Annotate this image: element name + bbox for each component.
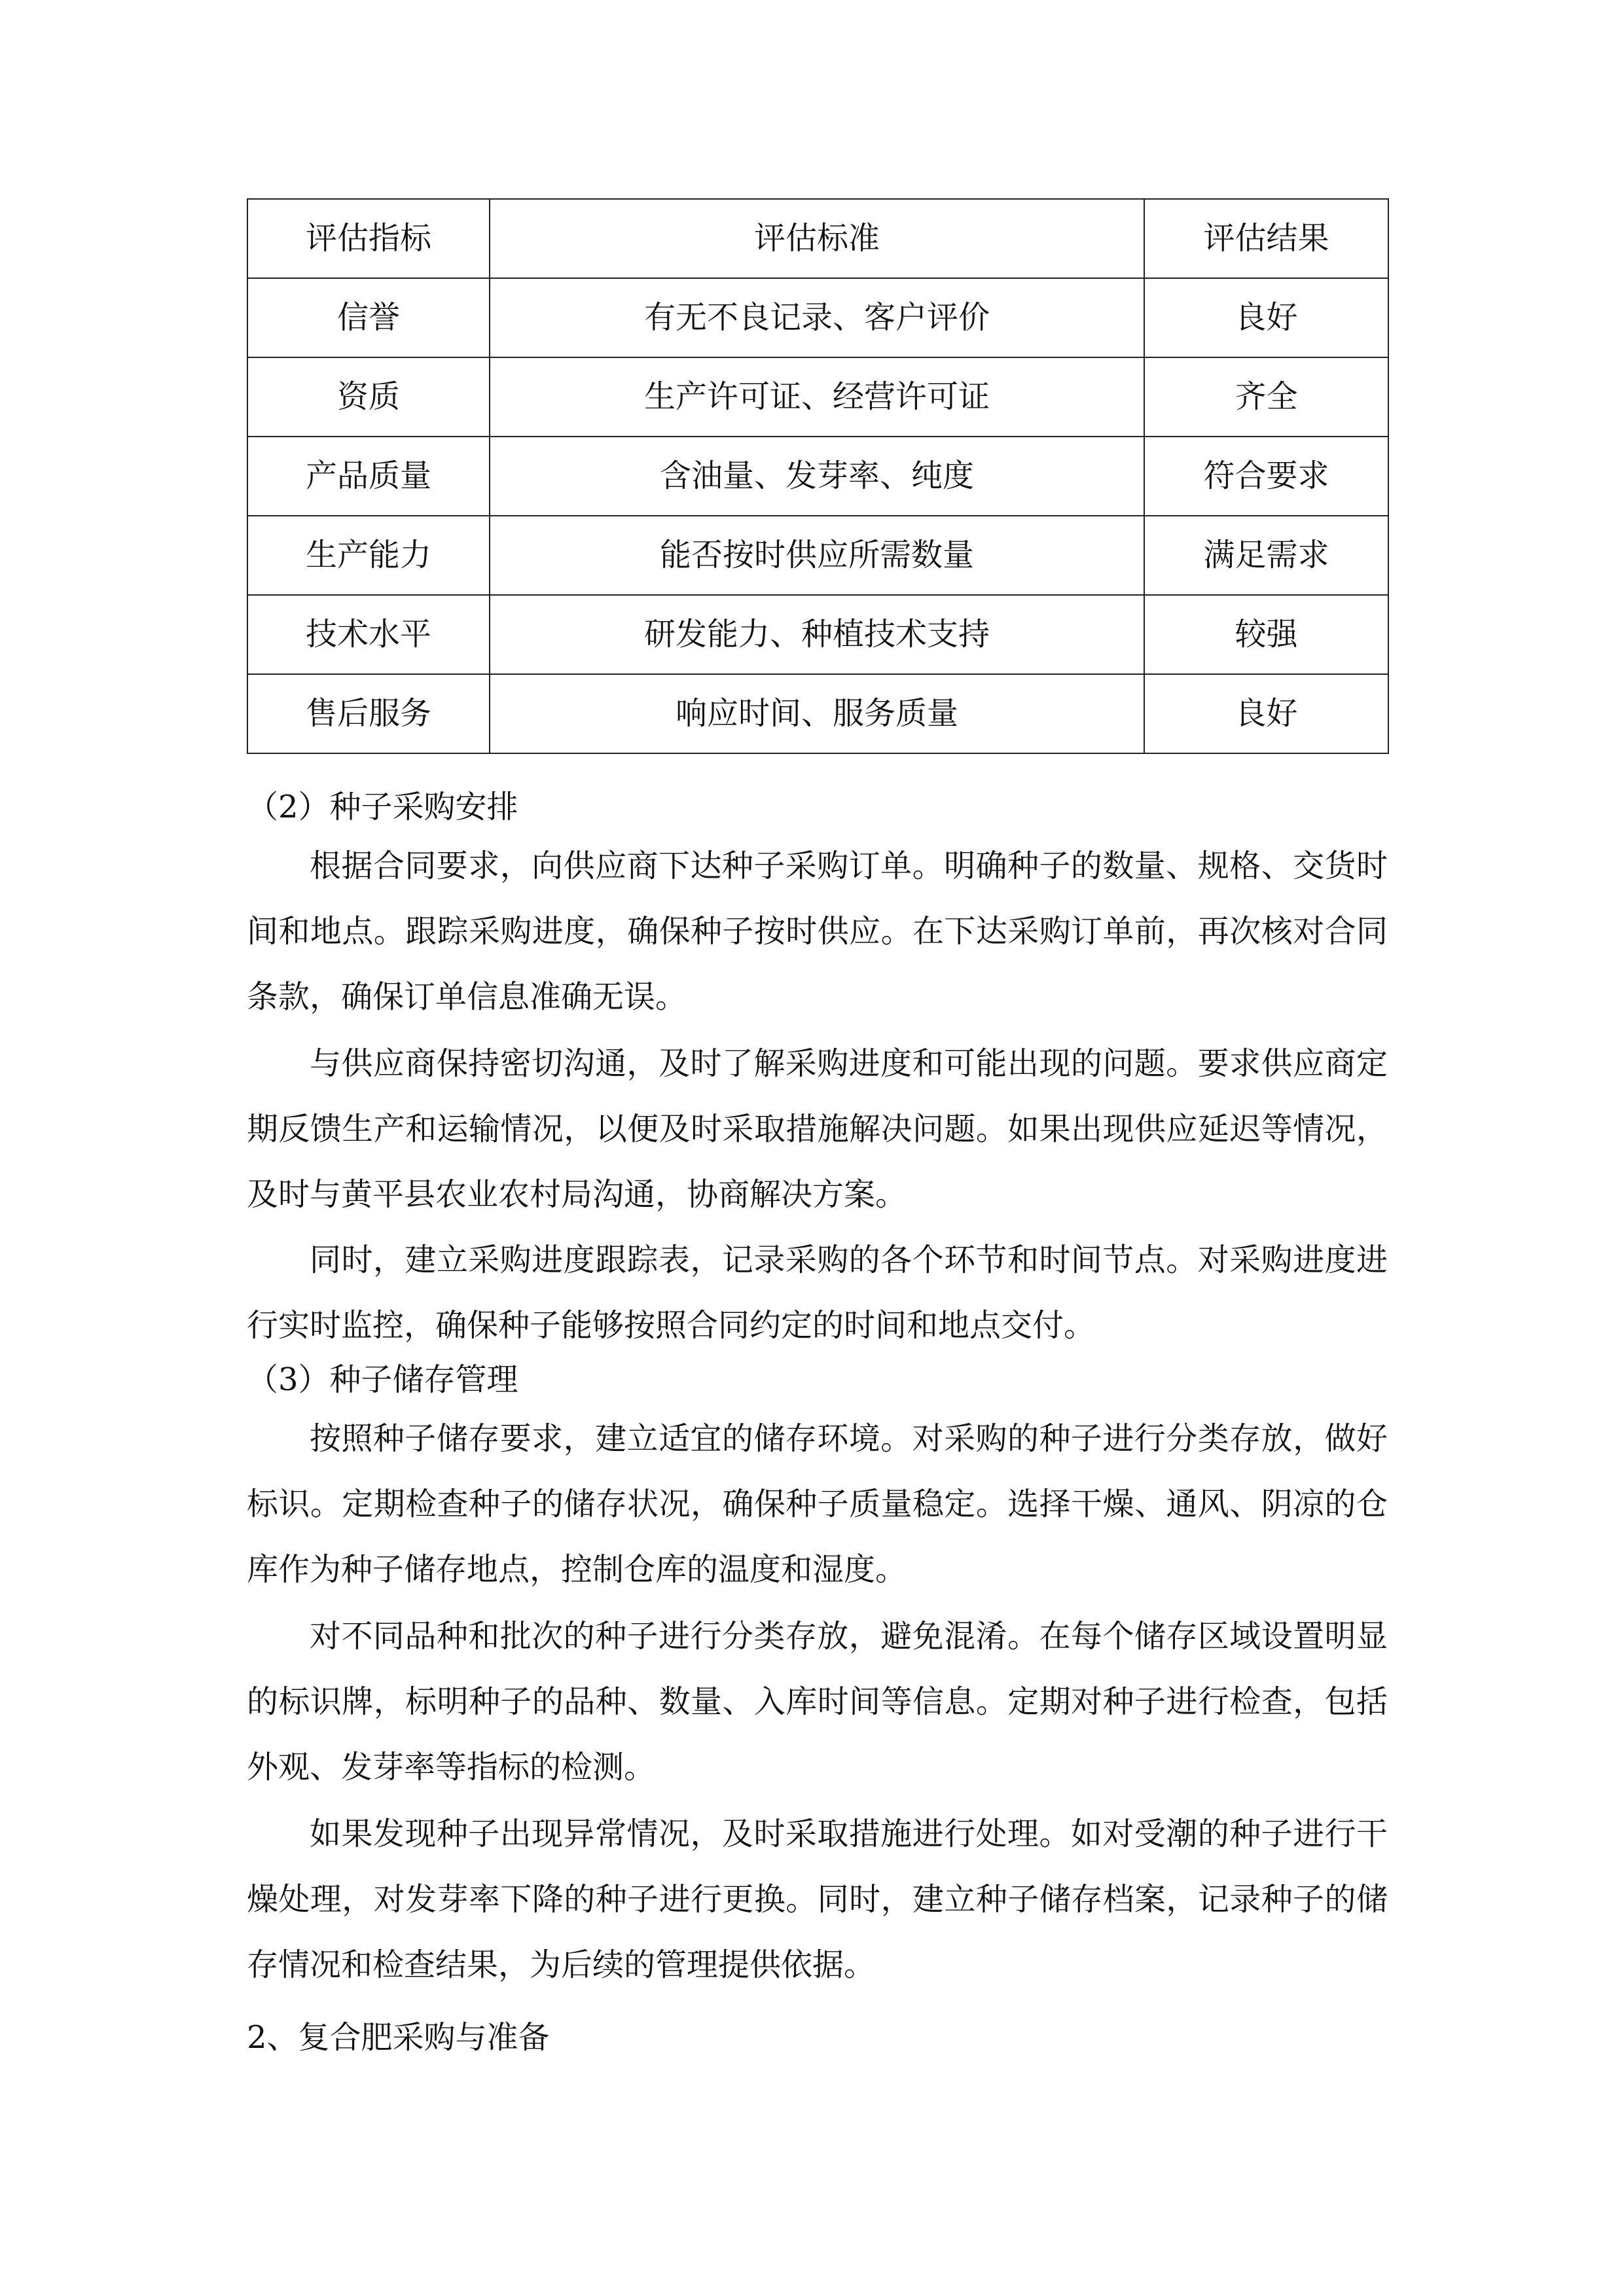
table-cell: 研发能力、种植技术支持 [490,595,1144,674]
table-row [247,595,1388,674]
table-cell: 资质 [247,357,490,437]
table-row [247,437,1388,516]
section-heading-fertilizer: 2、复合肥采购与准备 [247,2019,550,2056]
table-cell: 较强 [1144,595,1388,674]
paragraph: 同时，建立采购进度跟踪表，记录采购的各个环节和时间节点。对采购进度进行实时监控，确保种子能够按照合同约定的时间和地点交付。 [247,1242,1388,1344]
table-cell: 满足需求 [1144,516,1388,595]
section-heading-seed-procurement: （2）种子采购安排 [247,789,518,825]
table-cell: 生产许可证、经营许可证 [490,357,1144,437]
table-cell: 含油量、发芽率、纯度 [490,437,1144,516]
table-cell: 售后服务 [247,674,490,753]
paragraph: 按照种子储存要求，建立适宜的储存环境。对采购的种子进行分类存放，做好标识。定期检查种子的储存状况，确保种子质量稳定。选择干燥、通风、阴凉的仓库作为种子储存地点，控制仓库的温度和湿度。 [247,1420,1388,1588]
table-header-cell: 评估指标 [247,199,490,278]
table-cell: 技术水平 [247,595,490,674]
paragraph: 与供应商保持密切沟通，及时了解采购进度和可能出现的问题。要求供应商定期反馈生产和运输情况，以便及时采取措施解决问题。如果出现供应延迟等情况，及时与黄平县农业农村局沟通，协商解决方案。 [247,1045,1388,1213]
paragraph: 如果发现种子出现异常情况，及时采取措施进行处理。如对受潮的种子进行干燥处理，对发芽率下降的种子进行更换。同时，建立种子储存档案，记录种子的储存情况和检查结果，为后续的管理提供依据。 [247,1816,1388,1983]
table-row [247,674,1388,753]
section-heading-seed-storage: （3）种子储存管理 [247,1361,518,1398]
table-cell: 能否按时供应所需数量 [490,516,1144,595]
table-row [247,516,1388,595]
table-header-row [247,199,1388,278]
supplier-evaluation-table [247,198,1389,754]
table-header-cell: 评估标准 [490,199,1144,278]
table-cell: 响应时间、服务质量 [490,674,1144,753]
table-row [247,357,1388,437]
table-cell: 齐全 [1144,357,1388,437]
paragraph: 对不同品种和批次的种子进行分类存放，避免混淆。在每个储存区域设置明显的标识牌，标明种子的品种、数量、入库时间等信息。定期对种子进行检查，包括外观、发芽率等指标的检测。 [247,1618,1388,1785]
table-header-cell: 评估结果 [1144,199,1388,278]
table-cell: 信誉 [247,278,490,357]
table-row [247,278,1388,357]
table-cell: 生产能力 [247,516,490,595]
table-cell: 良好 [1144,674,1388,753]
table-cell: 良好 [1144,278,1388,357]
paragraph: 根据合同要求，向供应商下达种子采购订单。明确种子的数量、规格、交货时间和地点。跟踪采购进度，确保种子按时供应。在下达采购订单前，再次核对合同条款，确保订单信息准确无误。 [247,848,1388,1015]
table-cell: 有无不良记录、客户评价 [490,278,1144,357]
table-cell: 产品质量 [247,437,490,516]
table-cell: 符合要求 [1144,437,1388,516]
